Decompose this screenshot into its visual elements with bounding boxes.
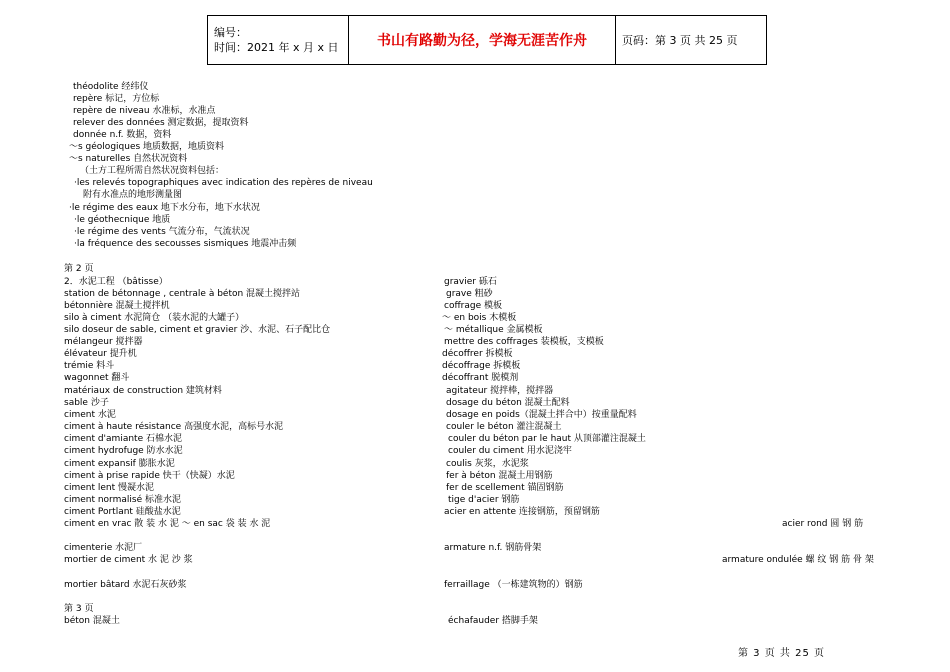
text-line: trémie 料斗 [64, 361, 115, 371]
text-line: grave 粗砂 [446, 289, 493, 299]
text-line: ciment lent 慢凝水泥 [64, 483, 154, 493]
text-line: ·les relevés topographiques avec indication des repères de niveau [74, 178, 373, 188]
text-line: couler du béton par le haut 从顶部灌注混凝土 [448, 434, 646, 444]
text-line: fer de scellement 锚固钢筋 [446, 483, 564, 493]
text-line: wagonnet 翻斗 [64, 373, 130, 383]
text-line: armature ondulée 螺 纹 钢 筋 骨 架 [722, 555, 874, 565]
text-line: sable 沙子 [64, 398, 109, 408]
text-line: ·le régime des eaux 地下水分布，地下水状况 [69, 203, 260, 213]
text-line: décoffrant 脱模剂 [442, 373, 519, 383]
text-line: silo à ciment 水泥筒仓 （装水泥的大罐子） [64, 313, 245, 323]
header-meta [208, 16, 349, 65]
text-line: repère 标记，方位标 [73, 94, 160, 104]
text-line: （土方工程所需自然状况资料包括： [80, 166, 225, 176]
text-line: cimenterie 水泥厂 [64, 543, 143, 553]
text-line: acier en attente 连接钢筋，预留钢筋 [444, 507, 600, 517]
text-line: ciment normalisé 标准水泥 [64, 495, 181, 505]
text-line: mettre des coffrages 装模板，支模板 [444, 337, 604, 347]
text-line: ciment à haute résistance 高强度水泥，高标号水泥 [64, 422, 284, 432]
text-line: bétonnière 混凝土搅拌机 [64, 301, 170, 311]
text-line: ·le géothecnique 地质 [74, 215, 171, 225]
text-line: ～s géologiques 地质数据，地质资料 [69, 142, 225, 152]
text-line: mélangeur 搅拌器 [64, 337, 143, 347]
text-line: gravier 砾石 [444, 277, 497, 287]
text-line: ·la fréquence des secousses sismiques 地震冲击频 [74, 239, 297, 249]
page-marker: 第 3 页 [64, 604, 94, 614]
text-line: dosage du béton 混凝土配料 [446, 398, 570, 408]
text-line: agitateur 搅拌棒，搅拌器 [446, 386, 554, 396]
text-line: station de bétonnage , centrale à béton 混凝土搅拌站 [64, 289, 301, 299]
time-label: 时间：2021 年 x 月 x 日 [214, 41, 339, 54]
text-line: armature n.f. 钢筋骨架 [444, 543, 542, 553]
text-line: décoffrer 拆模板 [442, 349, 513, 359]
text-line: ～ en bois 木模板 [442, 313, 517, 323]
text-line: mortier bâtard 水泥石灰砂浆 [64, 580, 187, 590]
text-line: ～s naturelles 自然状况资料 [69, 154, 188, 164]
number-label: 编号： [214, 26, 247, 39]
text-line: ferraillage （一栋建筑物的）钢筋 [444, 580, 583, 590]
text-line: échafauder 搭脚手架 [448, 616, 538, 626]
text-line: tige d'acier 钢筋 [448, 495, 520, 505]
text-line: silo doseur de sable, ciment et gravier 沙、水泥、石子配比仓 [64, 325, 331, 335]
text-line: ciment hydrofuge 防水水泥 [64, 446, 183, 456]
text-line: ～ métallique 金属模板 [444, 325, 543, 335]
text-line: fer à béton 混凝土用钢筋 [446, 471, 553, 481]
text-line: ciment expansif 膨胀水泥 [64, 459, 175, 469]
text-line: matériaux de construction 建筑材料 [64, 386, 222, 396]
text-line: couler le béton 灌注混凝土 [446, 422, 562, 432]
text-line: théodolite 经纬仪 [73, 82, 149, 92]
text-line: ciment à prise rapide 快干（快凝）水泥 [64, 471, 235, 481]
text-line: béton 混凝土 [64, 616, 120, 626]
motto: 书山有路勤为径，学海无涯苦作舟 [349, 16, 616, 65]
section-heading: 2．水泥工程 （bâtisse） [64, 277, 168, 287]
page-marker: 第 2 页 [64, 264, 94, 274]
text-line: élévateur 提升机 [64, 349, 137, 359]
text-line: acier rond 圆 钢 筋 [782, 519, 864, 529]
text-line: ciment d'amiante 石棉水泥 [64, 434, 182, 444]
text-line: ciment Portlant 硅酸盐水泥 [64, 507, 181, 517]
page-label: 页码：第 3 页 共 25 页 [616, 16, 767, 65]
text-line: donnée n.f. 数据，资料 [73, 130, 172, 140]
text-line: couler du ciment 用水泥浇牢 [448, 446, 572, 456]
text-line: mortier de ciment 水 泥 沙 浆 [64, 555, 193, 565]
text-line: coulis 灰浆，水泥浆 [446, 459, 529, 469]
text-line: coffrage 模板 [444, 301, 502, 311]
text-line: décoffrage 拆模板 [442, 361, 521, 371]
text-line: dosage en poids（混凝土拌合中）按重量配料 [446, 410, 637, 420]
page-footer: 第 3 页 共 25 页 [738, 648, 825, 659]
text-line: ciment en vrac 散 装 水 泥 ～ en sac 袋 装 水 泥 [64, 519, 271, 529]
text-line: repère de niveau 水准标，水准点 [73, 106, 216, 116]
text-line: relever des données 测定数据，提取资料 [73, 118, 249, 128]
text-line: 附有水准点的地形测量图 [83, 190, 183, 200]
text-line: ciment 水泥 [64, 410, 116, 420]
text-line: ·le régime des vents 气流分布，气流状况 [74, 227, 250, 237]
header-table [207, 15, 767, 65]
